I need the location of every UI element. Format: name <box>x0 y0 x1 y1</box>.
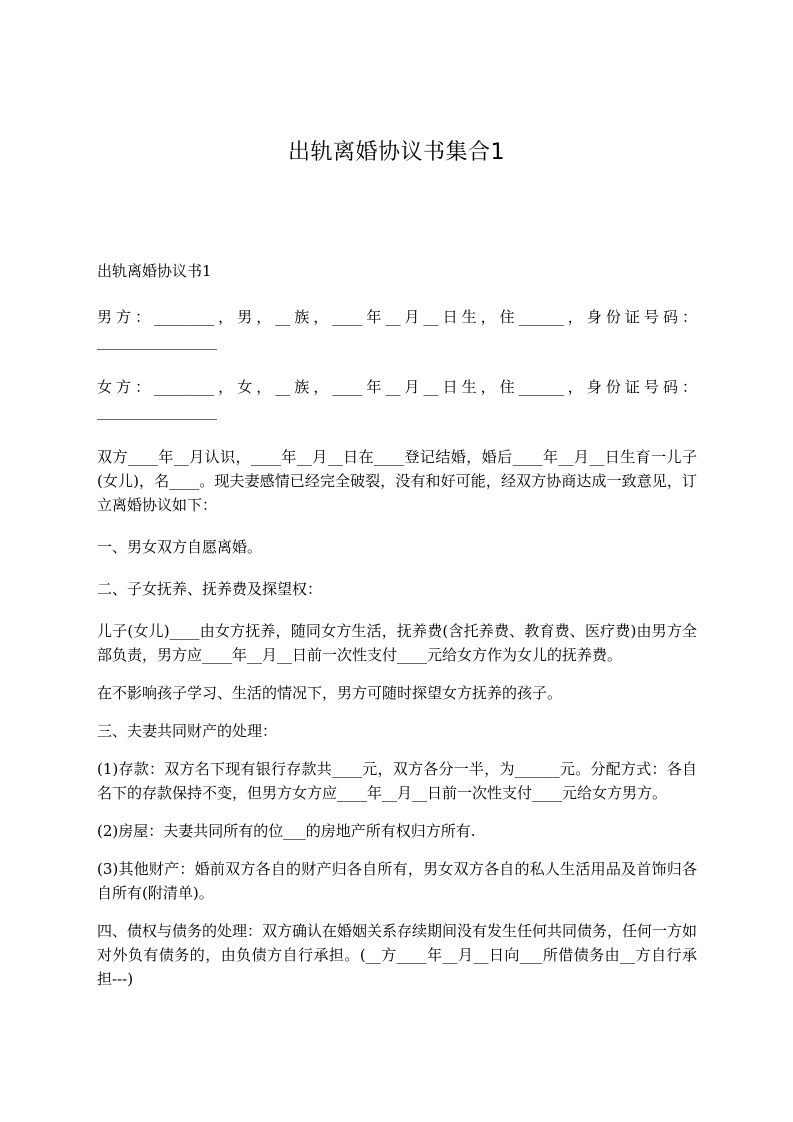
other-property-paragraph: (3)其他财产：婚前双方各自的财产归各自所有，男女双方各自的私人生活用品及首饰归各自所有(附清单)。 <box>97 860 697 902</box>
visitation-paragraph: 在不影响孩子学习、生活的情况下，男方可随时探望女方抚养的孩子。 <box>97 684 563 702</box>
subheading: 出轨离婚协议书1 <box>97 262 212 280</box>
clause-1-heading: 一、男女双方自愿离婚。 <box>97 538 263 556</box>
document-body <box>97 259 697 1005</box>
document-title: 出轨离婚协议书集合1 <box>288 140 505 165</box>
house-paragraph: (2)房屋：夫妻共同所有的位___的房地产所有权归方所有. <box>97 822 476 840</box>
child-custody-paragraph: 儿子(女儿)____由女方抚养，随同女方生活，抚养费(含托养费、教育费、医疗费)由男方全部负责，男方应____年__月__日前一次性支付____元给女方作为女儿的抚养费。 <box>97 622 697 664</box>
husband-info-paragraph: 男方：________，男，__族，____年__月__日生，住______，身份证号码：________________ <box>97 308 697 350</box>
deposit-paragraph: (1)存款：双方名下现有银行存款共____元，双方各分一半，为______元。分配方式：各自名下的存款保持不变，但男方女方应____年__月__日前一次性支付____元给女方男方。 <box>97 760 697 802</box>
wife-info-paragraph: 女方：________，女，__族，____年__月__日生，住______，身份证号码：________________ <box>97 378 697 420</box>
intro-paragraph: 双方____年__月认识，____年__月__日在____登记结婚，婚后____年__月__日生育一儿子(女儿)，名____。现夫妻感情已经完全破裂，没有和好可能，经双方协商达成一致意见，订立离婚协议如下： <box>97 448 697 514</box>
clause-4-paragraph: 四、债权与债务的处理：双方确认在婚姻关系存续期间没有发生任何共同债务，任何一方如对外负有债务的，由负债方自行承担。(__方____年__月__日向___所借债务由__方自行承担---) <box>97 922 698 988</box>
clause-3-heading: 三、夫妻共同财产的处理： <box>97 722 278 740</box>
clause-2-heading: 二、子女抚养、抚养费及探望权： <box>97 580 323 598</box>
